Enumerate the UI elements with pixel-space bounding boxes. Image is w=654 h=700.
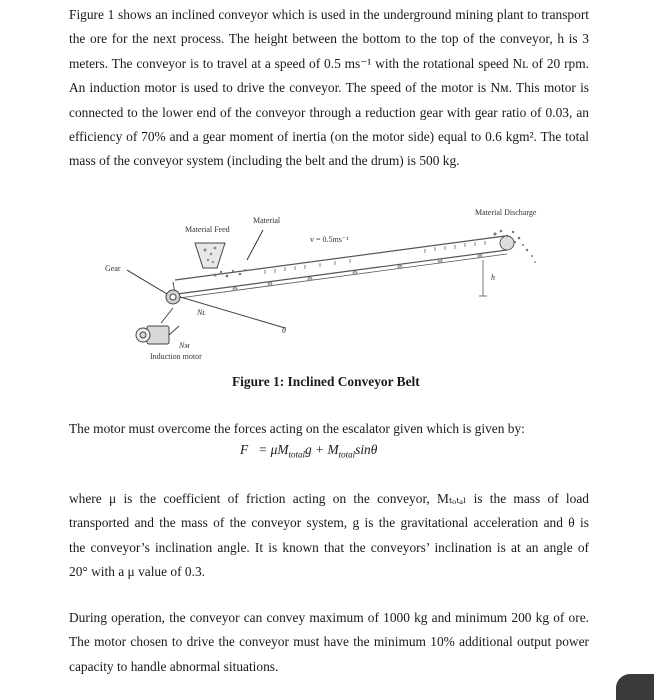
intro-line: connected to the lower end of the conveyor through a reduction gear with gear ratio of 0.03, an (69, 104, 589, 120)
label-nm: Nᴍ (179, 341, 190, 350)
label-induction-motor: Induction motor (150, 352, 202, 361)
label-material-discharge: Material Discharge (475, 208, 537, 217)
height-indicator (479, 260, 487, 296)
feed-hopper (195, 243, 225, 268)
operation-line: capacity to handle abnormal situations. (69, 658, 279, 674)
force-formula (240, 442, 377, 460)
definitions-line: where μ is the coefficient of friction acting on the conveyor, Mₜₒₜₐₗ is the mass of load (69, 491, 589, 506)
formula-rhs: = μM (258, 442, 289, 457)
operation-paragraph (69, 606, 589, 679)
intro-paragraph (69, 3, 589, 174)
definitions-line: 20° with a μ value of 0.3. (69, 564, 205, 580)
gear-pointer (127, 270, 167, 294)
operation-line: The motor chosen to drive the conveyor must have the minimum 10% additional output power (69, 634, 589, 650)
definitions-line: the conveyor’s inclination angle. It is known that the conveyors’ inclination is at an angle of (69, 539, 589, 555)
definitions-paragraph (69, 487, 589, 585)
head-drum (500, 236, 514, 250)
intro-line: meters. The conveyor is to travel at a speed of 0.5 ms⁻¹ with the rotational speed Nʟ of 20 rpm. (69, 55, 589, 71)
label-material: Material (253, 216, 281, 225)
formula-mid: g + M (305, 442, 339, 457)
label-speed: v = 0.5ms⁻¹ (310, 235, 349, 244)
intro-line: mass of the conveyor system (including the belt and the drum) is 500 kg. (69, 153, 460, 169)
intro-line: Figure 1 shows an inclined conveyor which is used in the underground mining plant to transport (69, 7, 589, 22)
label-gear: Gear (105, 264, 121, 273)
conveyor-figure (95, 198, 565, 368)
label-nl: Nʟ (197, 308, 206, 317)
formula-tail: sinθ (355, 442, 378, 457)
formula-lhs: F (240, 442, 249, 457)
formula-sub-total: total (338, 449, 356, 460)
corner-overlay (616, 674, 654, 700)
label-material-feed: Material Feed (185, 225, 230, 234)
force-intro-line: The motor must overcome the forces acting on the escalator given which is given by: (69, 421, 525, 436)
intro-line: efficiency of 70% and a gear moment of inertia (on the motor side) equal to 0.6 kgm². The total (69, 129, 589, 145)
label-theta: θ (282, 326, 286, 335)
induction-motor (136, 308, 179, 344)
formula-sub-total: total (288, 449, 306, 460)
figure-caption: Figure 1: Inclined Conveyor Belt (232, 374, 420, 389)
intro-line: An induction motor is used to drive the conveyor. The speed of the motor is Nᴍ. This motor is (69, 80, 589, 96)
force-intro-paragraph (69, 417, 589, 441)
definitions-line: transported and the mass of the conveyor system, g is the gravitational acceleration and θ is (69, 515, 589, 531)
intro-line: the ore for the next process. The height between the bottom to the top of the conveyor, h is 3 (69, 31, 589, 47)
label-h: h (491, 273, 495, 282)
operation-line: During operation, the conveyor can convey maximum of 1000 kg and minimum 200 kg of ore. (69, 610, 589, 625)
gear-assembly (166, 290, 180, 304)
material-arrow (247, 230, 263, 260)
conveyor-rollers (233, 254, 482, 291)
